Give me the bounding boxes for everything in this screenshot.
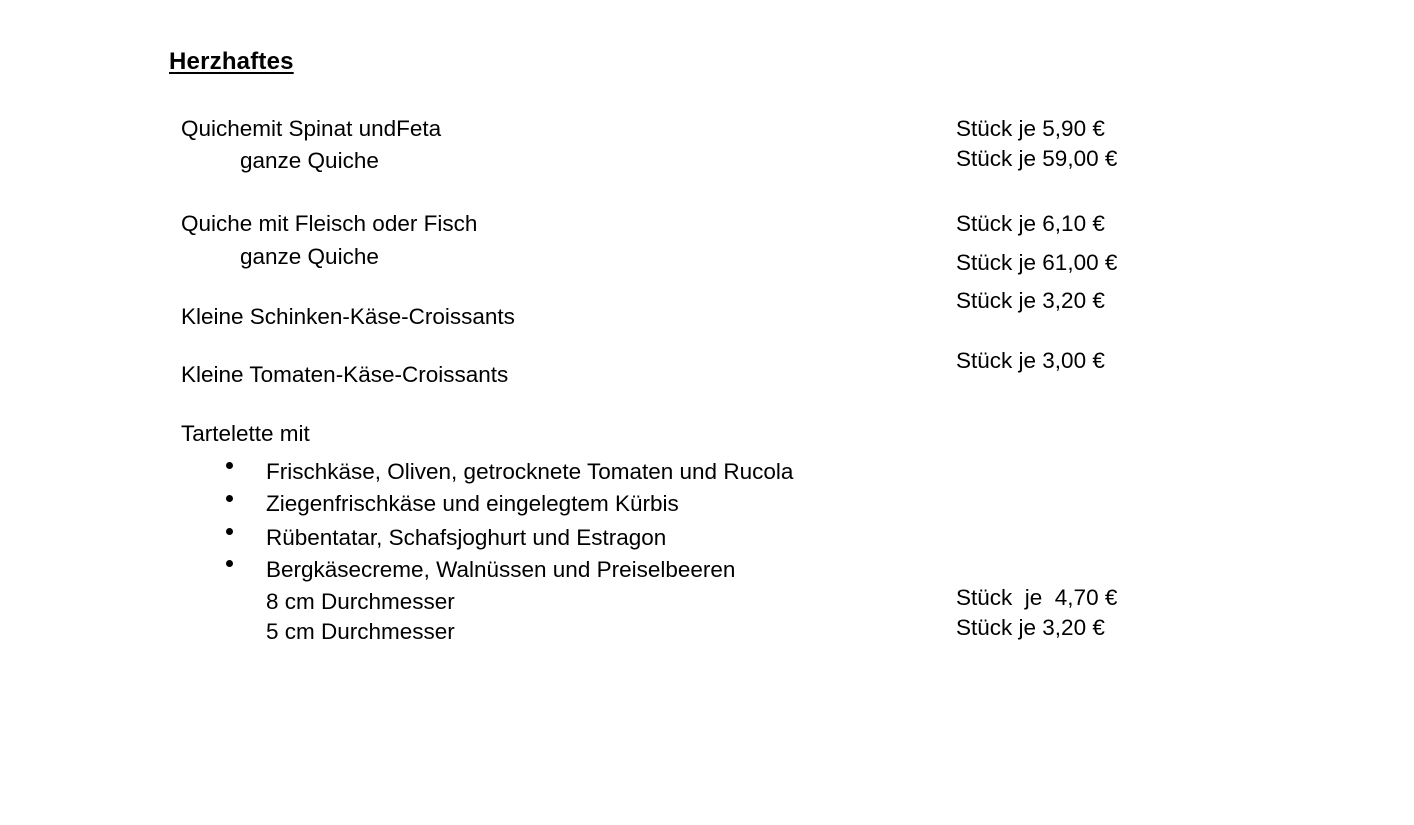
item-price-ganze-quiche-spinat: Stück je 59,00 €	[956, 146, 1118, 171]
tartelette-option: Frischkäse, Oliven, getrocknete Tomaten und Rucola	[266, 459, 794, 484]
item-name-schinken-kaese-croissants: Kleine Schinken-Käse-Croissants	[181, 304, 515, 329]
section-heading: Herzhaftes	[169, 48, 294, 75]
item-name-quiche-spinat: Quichemit Spinat undFeta	[181, 116, 442, 141]
item-price-tomaten-kaese-croissants: Stück je 3,00 €	[956, 348, 1105, 373]
item-price-ganze-quiche-fleisch: Stück je 61,00 €	[956, 250, 1118, 275]
tartelette-title: Tartelette mit	[181, 421, 310, 446]
bullet-icon	[226, 462, 233, 469]
item-price-schinken-kaese-croissants: Stück je 3,20 €	[956, 288, 1105, 313]
tartelette-size-price: Stück je 3,20 €	[956, 615, 1105, 640]
item-name-quiche-fleisch: Quiche mit Fleisch oder Fisch	[181, 211, 478, 236]
item-price-quiche-fleisch: Stück je 6,10 €	[956, 211, 1105, 236]
item-name-ganze-quiche-fleisch: ganze Quiche	[240, 244, 379, 269]
bullet-icon	[226, 528, 233, 535]
bullet-icon	[226, 495, 233, 502]
item-price-quiche-spinat: Stück je 5,90 €	[956, 116, 1105, 141]
tartelette-size-price: Stück je 4,70 €	[956, 585, 1118, 610]
tartelette-option: Rübentatar, Schafsjoghurt und Estragon	[266, 525, 667, 550]
bullet-icon	[226, 560, 233, 567]
tartelette-size-label: 8 cm Durchmesser	[266, 589, 455, 614]
tartelette-option: Bergkäsecreme, Walnüssen und Preiselbeeren	[266, 557, 736, 582]
tartelette-size-label: 5 cm Durchmesser	[266, 619, 455, 644]
item-name-tomaten-kaese-croissants: Kleine Tomaten-Käse-Croissants	[181, 362, 509, 387]
item-name-ganze-quiche-spinat: ganze Quiche	[240, 148, 379, 173]
tartelette-option: Ziegenfrischkäse und eingelegtem Kürbis	[266, 491, 679, 516]
